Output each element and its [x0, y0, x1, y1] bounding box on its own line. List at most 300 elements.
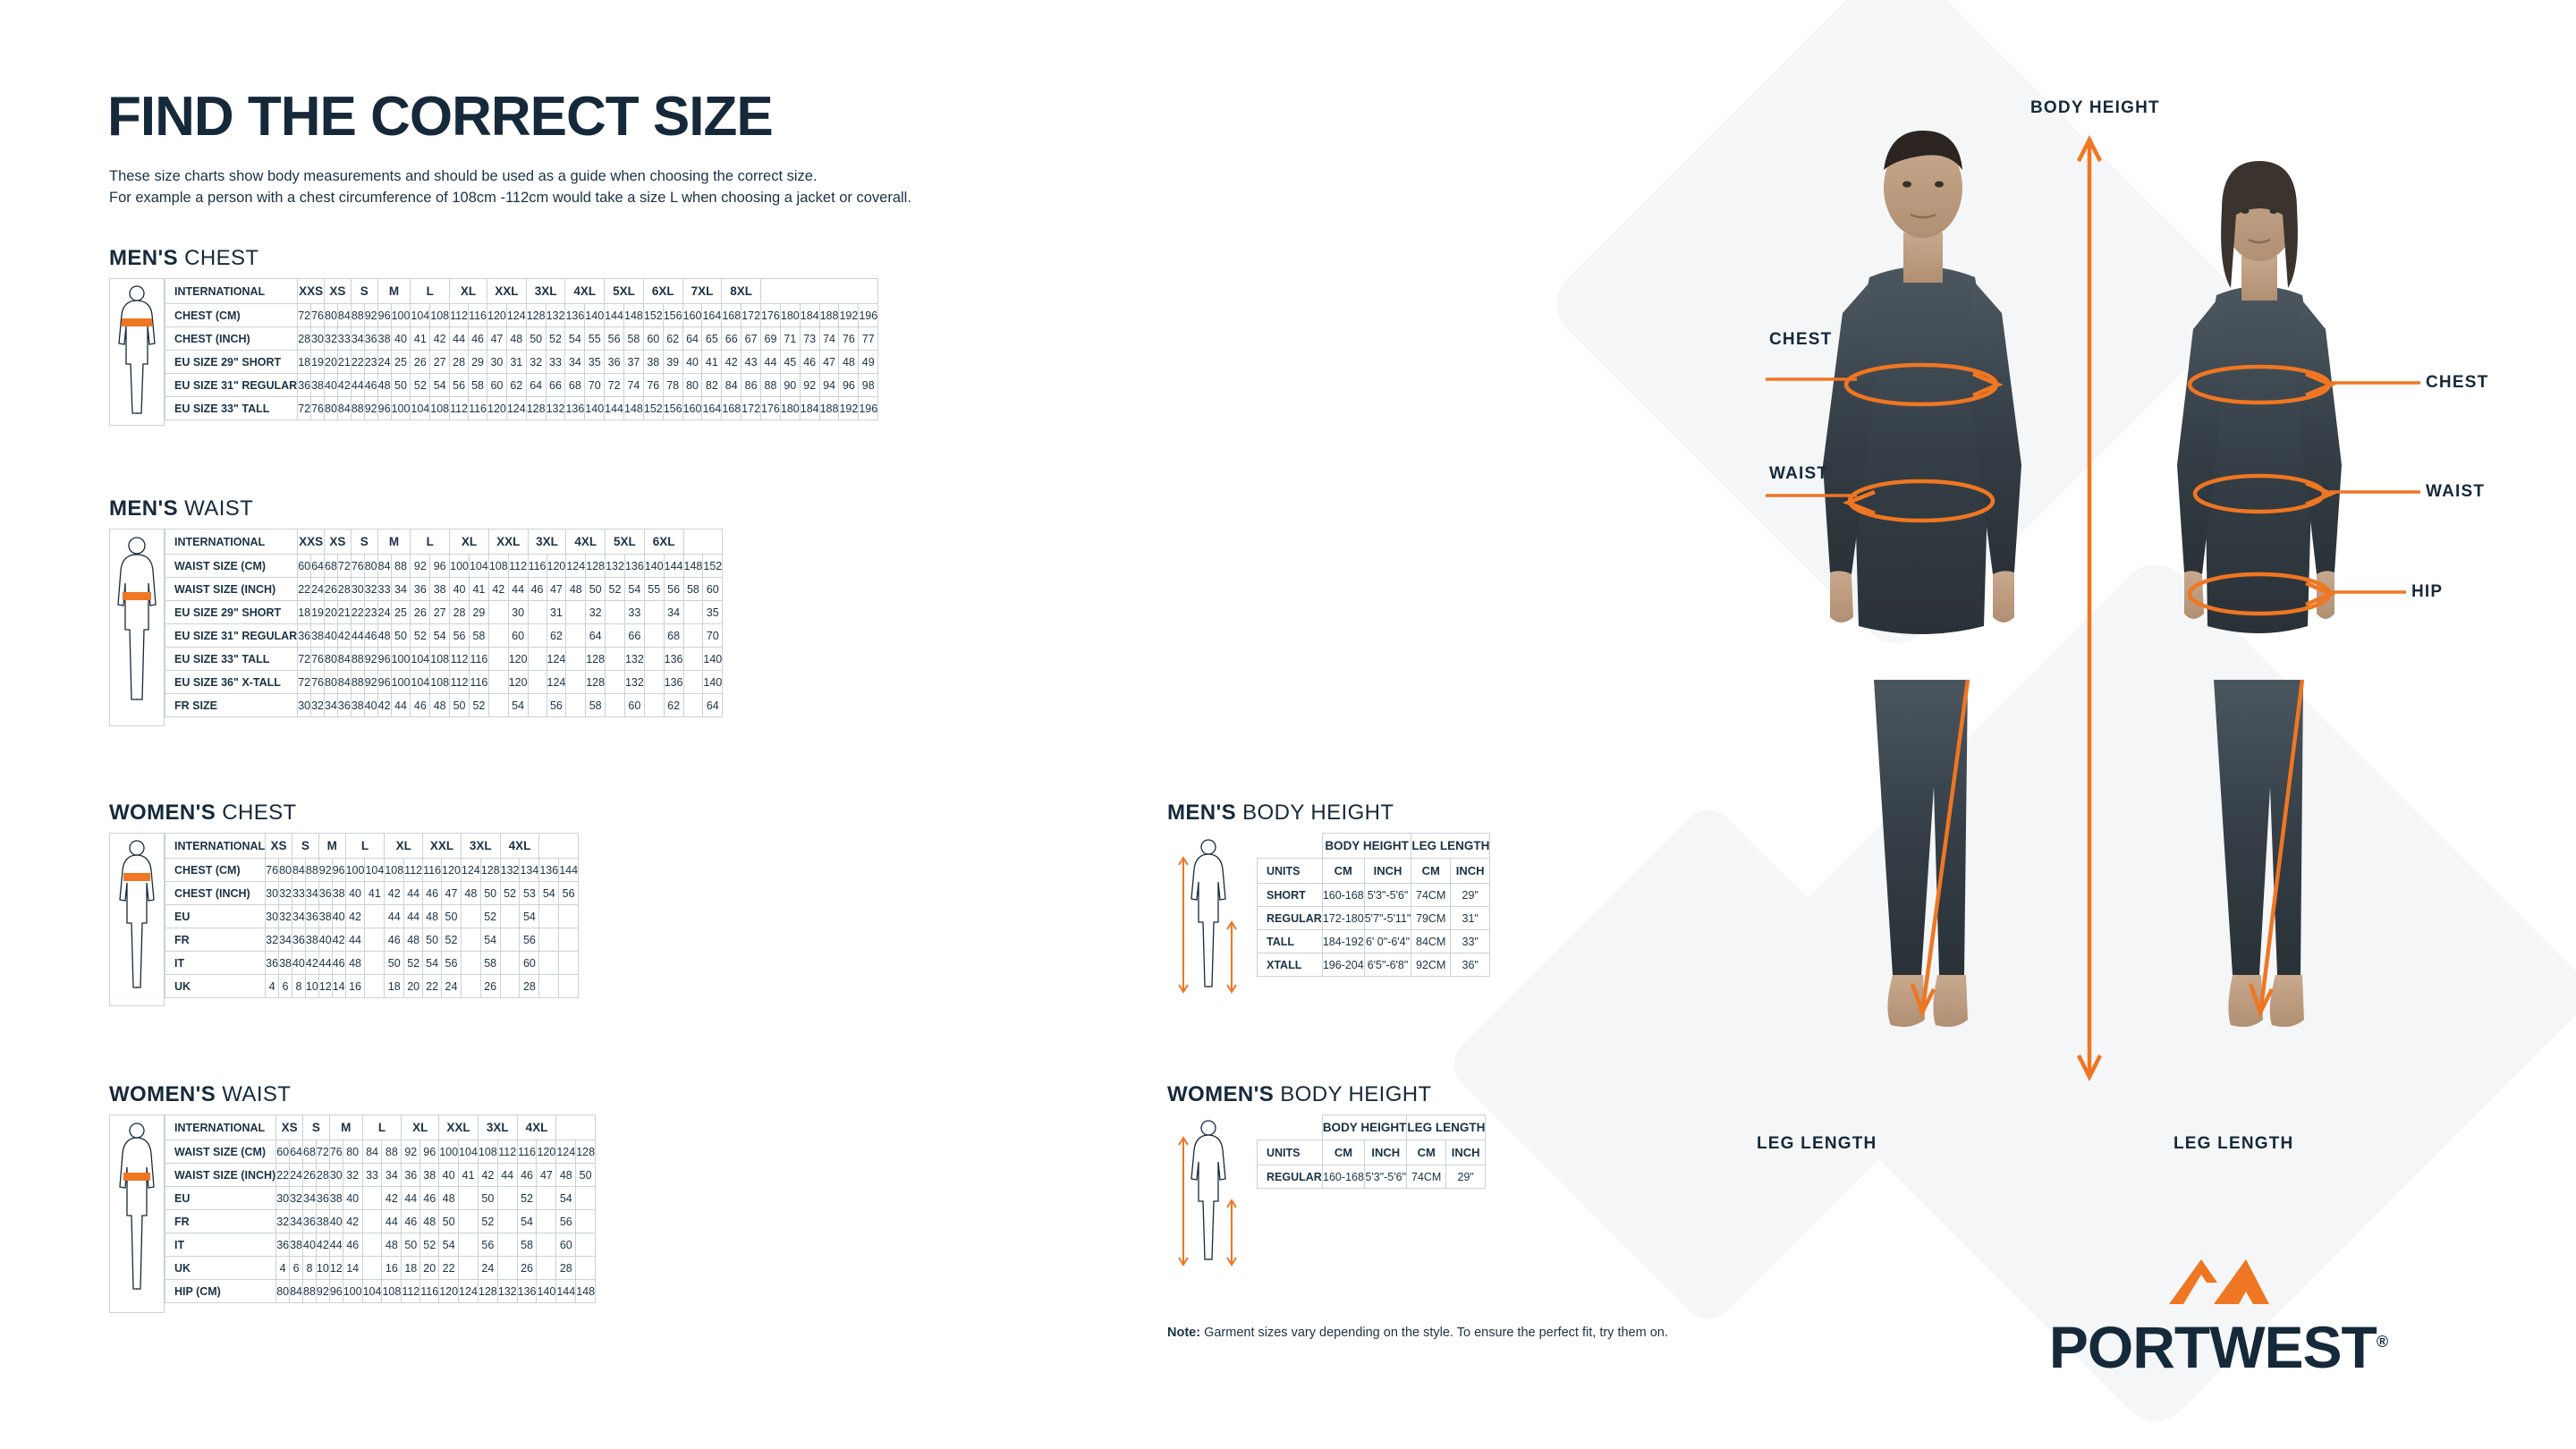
column-header-international: INTERNATIONAL [165, 834, 266, 859]
table-cell: 40 [292, 952, 305, 975]
table-cell: 65 [702, 327, 722, 351]
group-header-body-height: BODY HEIGHT [1322, 1115, 1407, 1140]
group-header-leg-length: LEG LENGTH [1407, 1115, 1486, 1140]
table-cell: 42 [722, 351, 741, 374]
table-cell: 92 [364, 397, 377, 420]
table-cell: 52 [517, 1187, 537, 1210]
table-cell: 64 [586, 624, 606, 648]
label-body-height: BODY HEIGHT [2030, 98, 2160, 117]
table-cell: 45 [780, 351, 800, 374]
table-cell: 54 [539, 882, 559, 905]
table-cell: 104 [362, 1280, 382, 1303]
table-cell: 54 [624, 578, 644, 601]
table-cell: 72 [337, 555, 351, 578]
table-cell: 60 [624, 694, 644, 717]
table-cell [539, 928, 559, 952]
section-mens-chest [109, 246, 878, 415]
table-cell: 18 [298, 601, 311, 624]
table-cell [488, 601, 508, 624]
table-cell: 22 [276, 1164, 290, 1187]
table-cell: 36 [276, 1233, 290, 1257]
row-label: FR [165, 928, 266, 952]
table-cell: 40 [325, 624, 338, 648]
table-cell: 4 [276, 1257, 290, 1280]
section-title-rest: BODY HEIGHT [1280, 1082, 1432, 1106]
table-cell: 34 [305, 882, 318, 905]
table-cell: 140 [585, 304, 605, 327]
label-leg-length-right: LEG LENGTH [2174, 1134, 2294, 1153]
male-height-icon [1167, 833, 1257, 1012]
table-cell: 10 [316, 1257, 329, 1280]
size-header: XXL [488, 530, 528, 555]
row-label: WAIST SIZE (INCH) [165, 1164, 276, 1187]
size-header: L [411, 530, 450, 555]
table-cell: 92 [364, 648, 377, 671]
table-cell: 148 [683, 555, 703, 578]
table-cell: 84 [337, 648, 351, 671]
table-cell: 160-168 [1322, 884, 1364, 907]
table-cell: 38 [316, 1210, 329, 1233]
size-header: XS [325, 279, 352, 304]
table-cell: 5'7"-5'11" [1364, 907, 1411, 930]
row-label: UK [165, 1257, 276, 1280]
table-cell: 32 [586, 601, 606, 624]
table-cell: 152 [643, 397, 663, 420]
table-cell: 92 [364, 671, 377, 694]
table-cell: 124 [506, 397, 526, 420]
table-cell: 38 [351, 694, 364, 717]
table-cell: 26 [517, 1257, 537, 1280]
table-row [165, 1164, 596, 1187]
table-cell: 52 [478, 1210, 497, 1233]
size-header: XL [402, 1115, 439, 1140]
table-cell: 58 [480, 952, 500, 975]
table-cell: 132 [546, 304, 565, 327]
table-cell [606, 694, 625, 717]
table-cell: 104 [411, 648, 430, 671]
table-cell: 56 [450, 624, 470, 648]
table-cell: 14 [332, 975, 345, 998]
size-header: S [351, 530, 377, 555]
table-cell: 38 [430, 578, 450, 601]
table-cell: 60 [487, 374, 507, 397]
table-cell: 47 [819, 351, 839, 374]
units-header: UNITS [1258, 859, 1323, 884]
table-cell: 33 [337, 327, 351, 351]
table-cell: 33 [377, 578, 391, 601]
table-cell: 54 [508, 694, 528, 717]
table-cell: 72 [605, 374, 624, 397]
table-cell: 38 [332, 882, 345, 905]
table-cell: 196 [859, 397, 878, 420]
table-cell: 48 [404, 928, 423, 952]
table-cell: 84 [722, 374, 741, 397]
table-cell [461, 952, 480, 975]
table-cell: 46 [517, 1164, 537, 1187]
table-cell [461, 975, 480, 998]
female-body-icon [110, 1115, 164, 1312]
table-cell: 42 [337, 374, 351, 397]
table-cell: 8 [292, 975, 305, 998]
table-cell: 64 [682, 327, 702, 351]
table-cell [362, 1257, 382, 1280]
table-cell: 136 [624, 555, 644, 578]
female-model [2177, 161, 2342, 1027]
table-cell: 34 [565, 351, 585, 374]
row-label: WAIST SIZE (CM) [165, 555, 298, 578]
table-cell: 128 [526, 397, 546, 420]
table-cell: 116 [469, 397, 487, 420]
table-cell: 69 [761, 327, 781, 351]
table-cell: 48 [420, 1210, 439, 1233]
section-mens-waist [109, 496, 723, 712]
table-cell: 38 [329, 1187, 343, 1210]
table-cell: 196-204 [1322, 953, 1364, 977]
table-cell [559, 975, 579, 998]
table-cell: 120 [508, 671, 528, 694]
table-cell: 19 [311, 601, 325, 624]
male-body-icon [110, 279, 164, 425]
table-cell: 20 [325, 601, 338, 624]
table-cell: 112 [404, 859, 423, 882]
table-cell: 52 [606, 578, 625, 601]
table-cell: 92CM [1411, 953, 1451, 977]
table-cell [644, 648, 664, 671]
size-header: 4XL [500, 834, 539, 859]
table-cell: 12 [329, 1257, 343, 1280]
table-cell: 92 [364, 304, 377, 327]
table-cell: 50 [385, 952, 404, 975]
table-cell: 26 [325, 578, 338, 601]
table-cell [497, 1187, 517, 1210]
table-cell: 116 [528, 555, 547, 578]
table-cell: 70 [585, 374, 605, 397]
table-cell: 84 [377, 555, 391, 578]
table-cell: 32 [343, 1164, 362, 1187]
table-cell: 132 [497, 1280, 517, 1303]
table-cell: 38 [290, 1233, 303, 1257]
table-cell: 88 [761, 374, 781, 397]
table-cell: 184 [800, 304, 819, 327]
table-cell: 16 [345, 975, 365, 998]
table-cell: 20 [404, 975, 423, 998]
table-cell [459, 1257, 479, 1280]
table-cell: 56 [450, 374, 469, 397]
table-mens-chest [165, 278, 878, 420]
womens-height-figure [1167, 1114, 1257, 1275]
table-cell: 76 [311, 304, 325, 327]
size-header: M [377, 279, 411, 304]
page-title: FIND THE CORRECT SIZE [107, 86, 773, 148]
table-cell: 43 [741, 351, 761, 374]
row-label: EU [165, 905, 266, 928]
table-cell [528, 648, 547, 671]
table-cell: 116 [420, 1280, 439, 1303]
table-cell: 50 [391, 374, 411, 397]
table-cell: 31 [547, 601, 566, 624]
table-row [165, 1257, 596, 1280]
table-cell: 35 [703, 601, 723, 624]
table-cell: 30 [298, 694, 311, 717]
table-cell: 10 [305, 975, 318, 998]
row-label: CHEST (INCH) [165, 882, 266, 905]
table-cell: 100 [450, 555, 470, 578]
table-cell [644, 624, 664, 648]
table-cell: 23 [364, 601, 377, 624]
table-cell: 42 [337, 624, 351, 648]
table-cell: 77 [859, 327, 878, 351]
table-cell: 32 [276, 1210, 290, 1233]
table-cell: 32 [311, 694, 325, 717]
womens-waist-figure [109, 1114, 165, 1313]
table-womens-waist [165, 1114, 596, 1303]
table-cell: 36 [364, 327, 377, 351]
table-cell [576, 1233, 596, 1257]
table-cell [488, 671, 508, 694]
table-cell: 144 [559, 859, 579, 882]
table-cell: 60 [276, 1140, 290, 1164]
table-cell: 88 [391, 555, 411, 578]
unit-header: CM [1407, 1140, 1446, 1165]
size-header: XXL [439, 1115, 479, 1140]
table-cell: 124 [547, 648, 566, 671]
table-cell: 72 [298, 648, 311, 671]
table-cell: 96 [332, 859, 345, 882]
table-cell: 28 [316, 1164, 329, 1187]
table-cell: 44 [497, 1164, 517, 1187]
table-cell: 124 [506, 304, 526, 327]
size-header: XXS [298, 279, 325, 304]
table-row [165, 374, 878, 397]
table-cell: 80 [325, 397, 338, 420]
table-cell [500, 975, 520, 998]
table-cell: 66 [546, 374, 565, 397]
table-cell [459, 1187, 479, 1210]
table-cell: 160-168 [1322, 1165, 1364, 1189]
table-row [165, 1187, 596, 1210]
table-cell: 6' 0"-6'4" [1364, 930, 1411, 953]
table-cell: 36 [266, 952, 279, 975]
table-row [165, 648, 723, 671]
table-row [165, 624, 723, 648]
table-cell: 108 [430, 397, 450, 420]
size-header: M [318, 834, 345, 859]
table-cell [537, 1233, 556, 1257]
table-cell: 29 [469, 351, 487, 374]
table-cell: 28 [337, 578, 351, 601]
table-cell: 168 [722, 397, 741, 420]
table-cell: 144 [556, 1280, 576, 1303]
models-illustration [1699, 0, 2576, 1449]
table-cell: 46 [800, 351, 819, 374]
table-cell: 56 [547, 694, 566, 717]
table-cell [497, 1257, 517, 1280]
table-cell [362, 1210, 382, 1233]
row-label: CHEST (CM) [165, 304, 298, 327]
table-cell [683, 648, 703, 671]
table-cell: 67 [741, 327, 761, 351]
table-cell: 40 [303, 1233, 317, 1257]
table-cell [528, 601, 547, 624]
table-cell: 22 [298, 578, 311, 601]
table-cell: 24 [442, 975, 462, 998]
table-cell: 21 [337, 601, 351, 624]
size-header: XS [276, 1115, 303, 1140]
table-cell: 92 [800, 374, 819, 397]
table-cell: 128 [576, 1140, 596, 1164]
table-cell: 52 [546, 327, 565, 351]
size-header: XXL [487, 279, 527, 304]
table-cell: 42 [343, 1210, 362, 1233]
table-cell: 116 [469, 671, 488, 694]
table-cell: 124 [566, 555, 586, 578]
table-cell: 50 [439, 1210, 459, 1233]
table-cell: 136 [565, 397, 585, 420]
size-header: 8XL [722, 279, 761, 304]
table-cell [500, 928, 520, 952]
table-cell: 50 [478, 1187, 497, 1210]
table-cell: 46 [402, 1210, 420, 1233]
table-cell: 58 [469, 624, 488, 648]
section-title-bold: WOMEN'S [109, 1082, 216, 1106]
table-row [165, 304, 878, 327]
table-cell: 108 [382, 1280, 402, 1303]
table-cell: 132 [606, 555, 625, 578]
table-cell: 58 [469, 374, 487, 397]
table-cell: 28 [450, 601, 470, 624]
table-cell: 84CM [1411, 930, 1451, 953]
table-cell: 96 [430, 555, 450, 578]
table-cell: 120 [487, 397, 507, 420]
table-cell: 29 [469, 601, 488, 624]
table-cell: 53 [520, 882, 539, 905]
table-cell: 58 [517, 1233, 537, 1257]
table-cell: 128 [478, 1280, 497, 1303]
table-cell: 46 [411, 694, 430, 717]
table-cell: 160 [682, 304, 702, 327]
table-cell: 38 [420, 1164, 439, 1187]
table-cell: 42 [488, 578, 508, 601]
table-cell: 92 [318, 859, 332, 882]
table-cell [365, 975, 385, 998]
table-cell: 48 [345, 952, 365, 975]
table-cell [537, 1187, 556, 1210]
table-cell: 48 [839, 351, 859, 374]
table-cell [539, 975, 559, 998]
table-cell: 108 [488, 555, 508, 578]
table-cell: 84 [337, 397, 351, 420]
table-cell: 12 [318, 975, 332, 998]
table-cell: 188 [819, 304, 839, 327]
table-cell: 192 [839, 304, 859, 327]
table-cell [644, 694, 664, 717]
table-cell: 28 [520, 975, 539, 998]
table-cell: 46 [364, 624, 377, 648]
table-cell: 128 [586, 648, 606, 671]
table-cell: 25 [391, 601, 411, 624]
table-cell: 152 [703, 555, 723, 578]
table-cell [365, 952, 385, 975]
table-cell [537, 1257, 556, 1280]
table-cell: 136 [517, 1280, 537, 1303]
table-cell: 44 [351, 374, 364, 397]
section-womens-waist [109, 1082, 596, 1298]
table-cell: 52 [420, 1233, 439, 1257]
table-cell [566, 624, 586, 648]
row-label: FR SIZE [165, 694, 298, 717]
column-header-international: INTERNATIONAL [165, 1115, 276, 1140]
table-cell: 41 [469, 578, 488, 601]
label-chest-right: CHEST [2426, 373, 2489, 392]
table-cell: 46 [385, 928, 404, 952]
table-cell: 176 [761, 304, 781, 327]
table-cell: 38 [377, 327, 391, 351]
table-cell: 55 [644, 578, 664, 601]
size-header: L [345, 834, 385, 859]
table-cell: 34 [351, 327, 364, 351]
table-cell [459, 1210, 479, 1233]
table-cell: 86 [741, 374, 761, 397]
table-cell: 148 [576, 1280, 596, 1303]
note-label: Note: [1167, 1326, 1201, 1340]
table-cell: 98 [859, 374, 878, 397]
row-label: CHEST (CM) [165, 859, 266, 882]
table-cell: 68 [325, 555, 338, 578]
table-cell [559, 905, 579, 928]
table-cell: 47 [547, 578, 566, 601]
table-cell [528, 624, 547, 648]
table-cell [576, 1187, 596, 1210]
note-text: Garment sizes vary depending on the style. To ensure the perfect fit, try them on. [1200, 1326, 1668, 1340]
table-cell: 44 [345, 928, 365, 952]
table-cell: 92 [411, 555, 430, 578]
table-cell: 88 [305, 859, 318, 882]
size-header: XS [325, 530, 352, 555]
table-cell: 29" [1451, 884, 1490, 907]
table-cell: 148 [624, 304, 644, 327]
table-cell: 48 [377, 374, 391, 397]
table-cell [606, 648, 625, 671]
table-cell: 136 [539, 859, 559, 882]
table-cell: 48 [566, 578, 586, 601]
table-cell: 52 [411, 624, 430, 648]
table-cell: 68 [565, 374, 585, 397]
table-cell: 60 [643, 327, 663, 351]
table-cell: 76 [351, 555, 364, 578]
table-cell: 38 [311, 624, 325, 648]
table-cell: 32 [364, 578, 377, 601]
table-cell: 78 [663, 374, 682, 397]
table-cell: 108 [430, 304, 450, 327]
table-cell: 36 [292, 928, 305, 952]
table-cell: 88 [303, 1280, 317, 1303]
table-cell: 71 [780, 327, 800, 351]
table-cell: 172 [741, 304, 761, 327]
row-label: SHORT [1258, 884, 1323, 907]
womens-chest-figure [109, 833, 165, 1006]
table-cell: 42 [478, 1164, 497, 1187]
table-cell: 112 [450, 648, 470, 671]
row-label: REGULAR [1258, 1165, 1323, 1189]
table-cell: 184-192 [1322, 930, 1364, 953]
section-title-bold: WOMEN'S [1167, 1082, 1275, 1106]
table-cell: 132 [546, 397, 565, 420]
table-row [165, 859, 579, 882]
unit-header: INCH [1451, 859, 1490, 884]
table-cell: 48 [430, 694, 450, 717]
table-cell: 32 [290, 1187, 303, 1210]
table-cell: 128 [586, 671, 606, 694]
